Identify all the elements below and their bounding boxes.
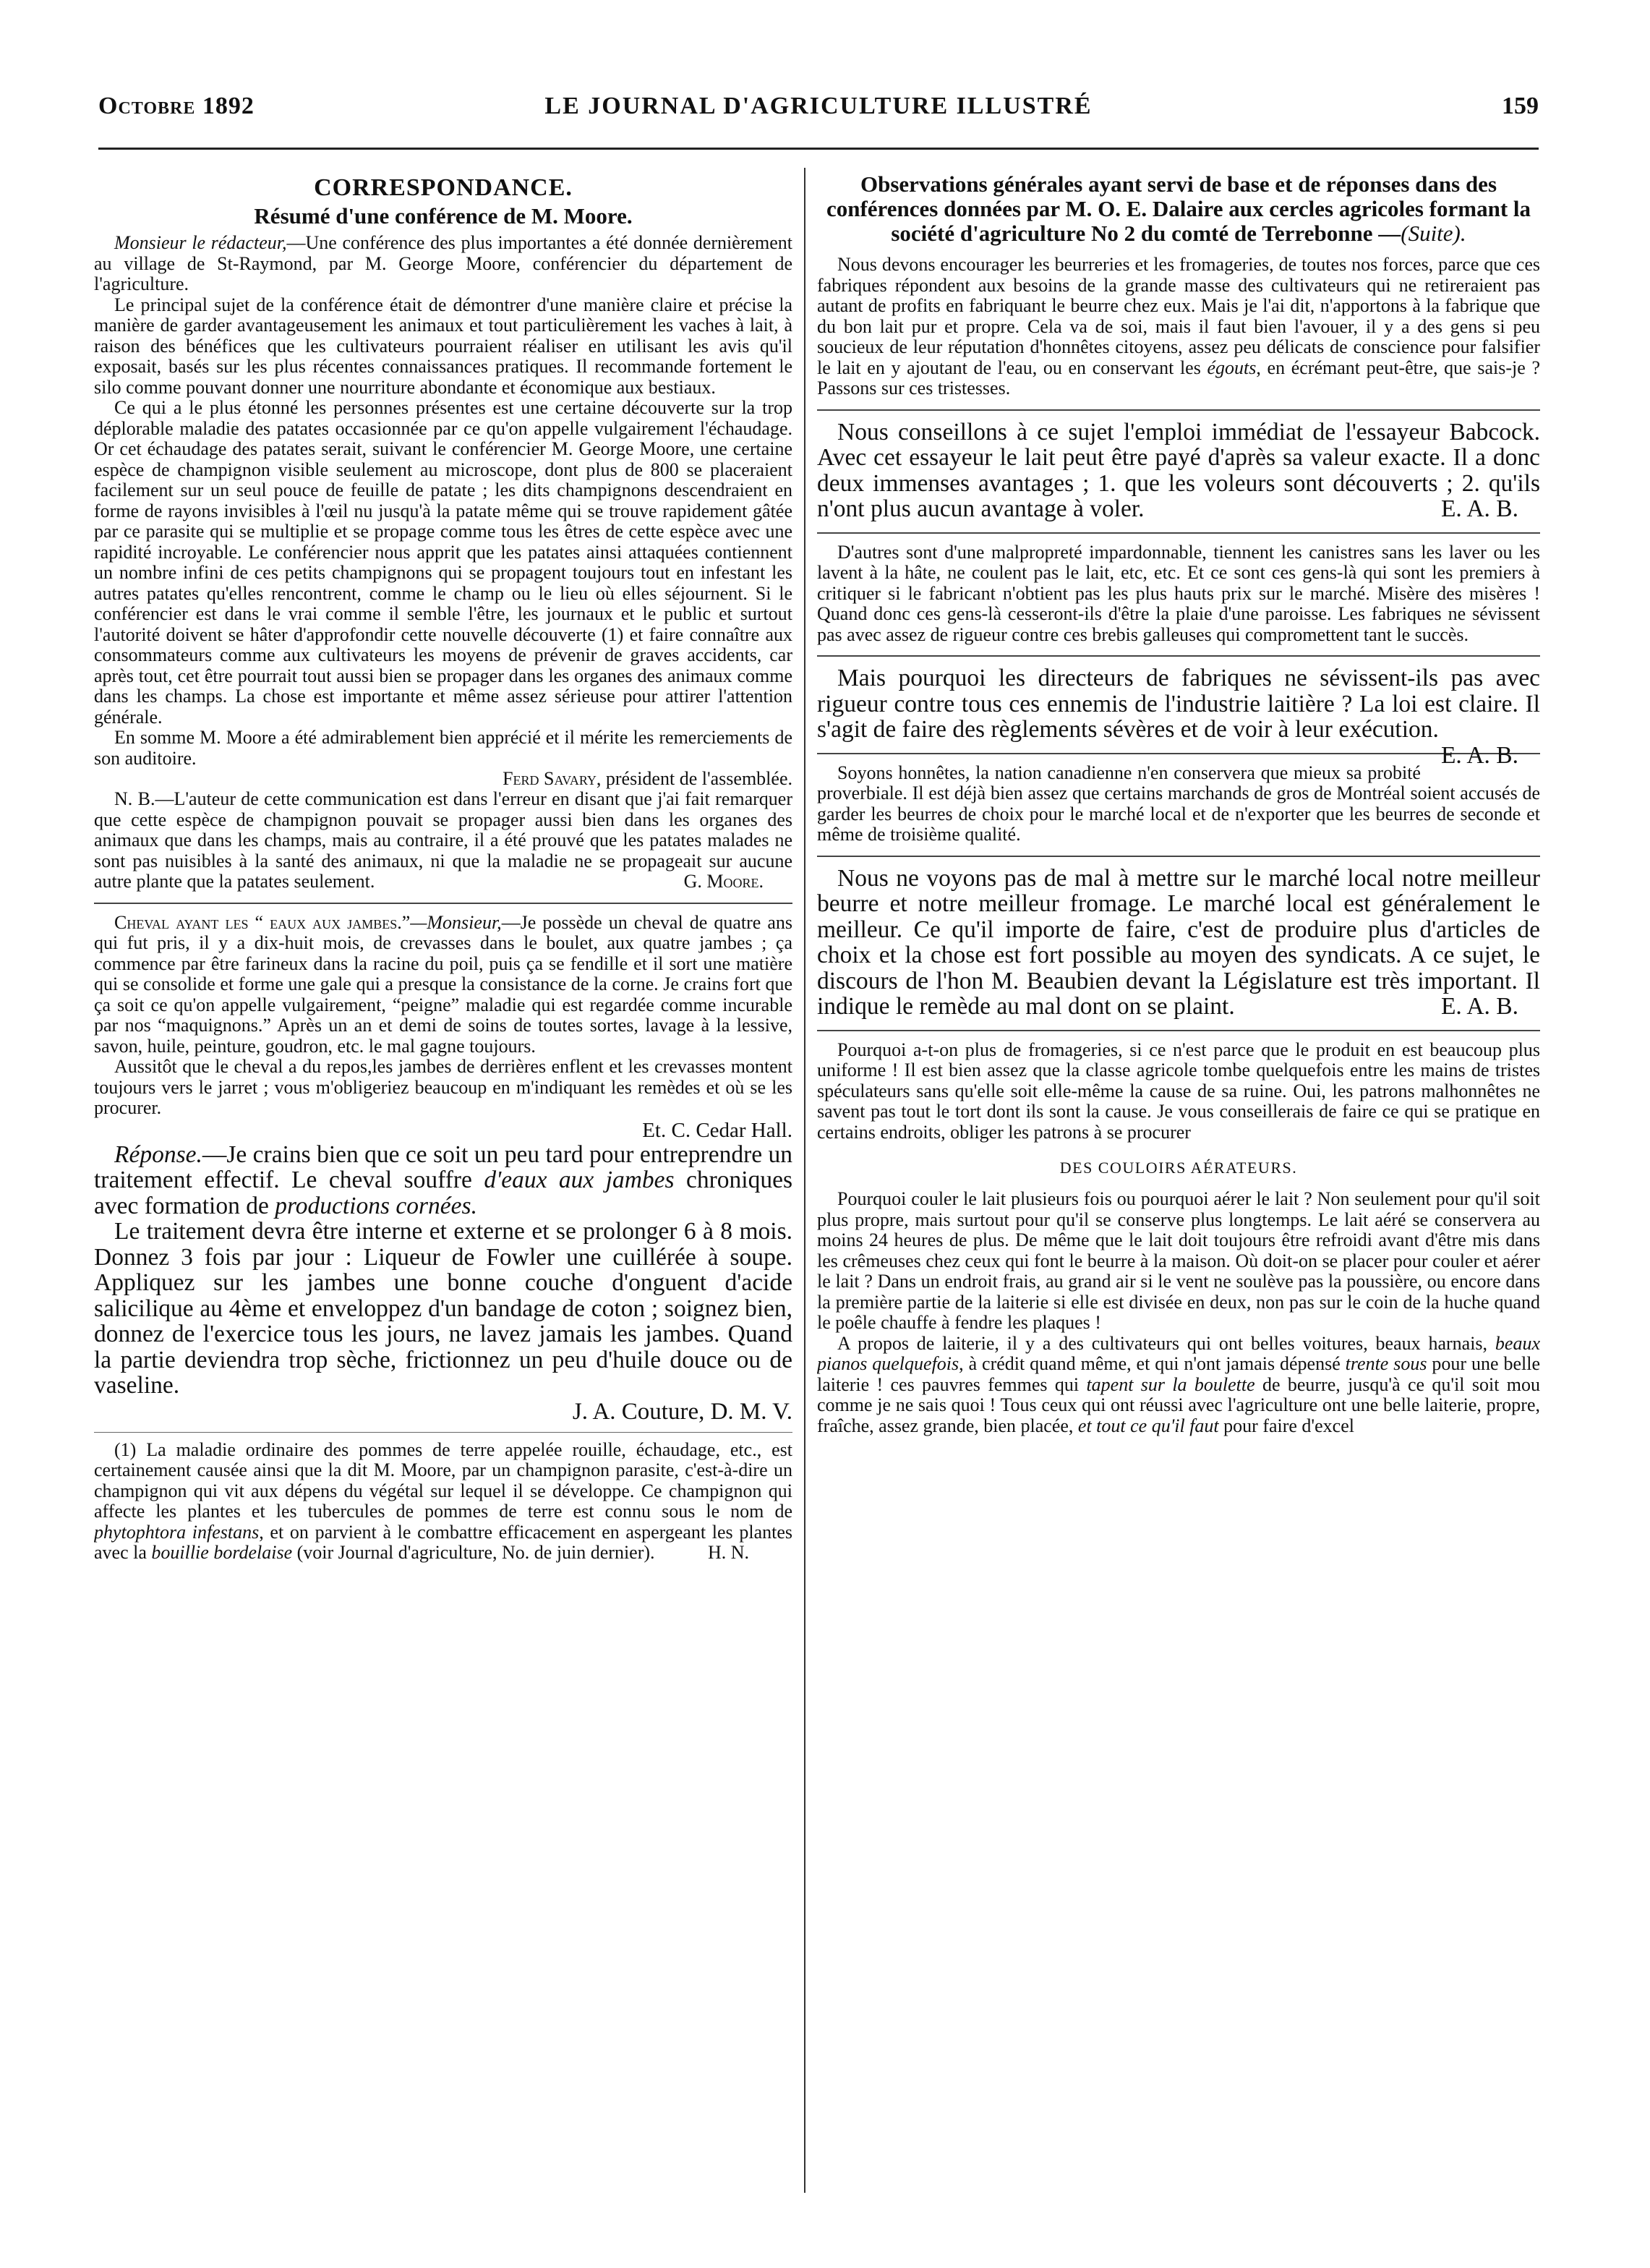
dalaire-paragraph-1 [817,255,1540,399]
r9-italic-1: beaux pianos quelquefois [817,1332,1540,1374]
moore-conference-subheading: Résumé d'une conférence de M. Moore. [254,203,633,229]
r9-italic-4: et tout ce qu'il faut [1077,1415,1219,1436]
section-separator [94,903,792,904]
savary-signature [94,769,792,789]
footnote-signature: H. N. [707,1542,749,1563]
observations-title-text: Observations générales ayant servi de base et de réponses dans des conférences données par M. O. E. Dalaire aux cercles agricoles formant la société d'agriculture No 2 du comté de Terrebonne — [826,172,1531,246]
right-column [817,172,1540,2212]
reponse-paragraph [94,1142,792,1219]
couture-signature: J. A. Couture, D. M. V. [572,1398,792,1425]
signature-role: président de l'assemblée. [601,768,792,789]
r1-italic: égouts [1207,357,1257,378]
cheval-text: —Je possède un cheval de quatre ans qui fut pris, il y a dix-huit mois, de crevasses dans le boulet, aux quatre jambes ; ça commence par être farineux dans la racine du poil, puis ça se fendille et il sort une matière qui se consolide et forme une gale qui a presque la consistance de la corne. Je crains fort que ça soit ce qu'on appelle vulgairement, “peigne” maladie qui est regardée comme incurable par nos “maquignons.” Après un an et demi de soins de toutes sortes, lavage à la lessive, savon, huile, peinture, goudron, etc. le mal gagne toujours. [94,911,792,1057]
babcock-paragraph [817,419,1540,522]
nb-label: N. B. [114,788,155,809]
separator-3 [817,655,1540,657]
r9-text-e: pour faire d'excel [1218,1415,1354,1436]
directeurs-text: Mais pourquoi les directeurs de fabriques ne sévissent-ils pas avec rigueur contre tous ces ennemis de l'industrie laitière ? La loi est claire. Il s'agit de faire des règlements sévères et de voir à leur exécution. [817,665,1540,743]
footnote-separator [94,1432,792,1433]
moore-letter-paragraph-4: En somme M. Moore a été admirablement bien apprécié et il mérite les remerciements de son auditoire. [94,727,792,769]
footnote-italic-2: bouillie bordelaise [151,1542,293,1563]
reponse-text-a: —Je crains bien que ce soit un peu tard pour entreprendre un traitement effectif. Le cheval souffre [94,1141,792,1193]
suite-label: (Suite). [1401,221,1466,246]
left-column [94,172,792,2212]
r9-text-d: de beurre, jusqu'à ce qu'il soit mou comme je ne sais quoi ! Tous ceux qui ont réussi avec l'agriculture ont une belle laiterie, propre, fraîche, assez grande, bien placée, [817,1373,1540,1436]
r9-italic-3: tapent sur la boulette [1086,1373,1255,1395]
journal-title: LE JOURNAL D'AGRICULTURE ILLUSTRÉ [544,93,1093,119]
cheval-title: Cheval ayant les “ eaux aux jambes.” [114,911,411,933]
reponse-italic-2: productions cornées. [275,1192,477,1219]
reponse-text-b: chroniques avec formation de [94,1167,792,1219]
separator-6 [817,1030,1540,1031]
correspondance-heading: CORRESPONDANCE. [314,174,573,201]
laiterie-paragraph [817,1334,1540,1437]
r9-text-c: pour une belle laiterie ! ces pauvres femmes qui [817,1353,1540,1395]
nb-text: —L'auteur de cette communication est dans l'erreur en disant que j'ai fait remarquer que cette espèce de champignon pouvait se propager aussi bien dans les organes des animaux que dans les champs, mais au contraire, il a été prouvé que les patates malades ne sont pas nuisibles à la santé des animaux, ni que la maladie ne se propageait sur aucune autre plante que la patates seulement. [94,788,792,892]
nota-bene [94,789,792,892]
issue-date: Octobre 1892 [98,93,255,119]
eab-signature-1: E. A. B. [1440,495,1518,522]
moore-letter-paragraph-2: Le principal sujet de la conférence était de démontrer d'une manière claire et précise la manière de garder avantageusement les animaux et tout particulièrement les vaches à lait, à raison des bénéfices que les cultivateurs pourraient réaliser en utilisant les avis qu'il exposait, basés sur les plus récentes connaissances pratiques. Il recommande fortement le silo comme pouvant donner une nourriture abondante et économique aux bestiaux. [94,294,792,398]
footnote-italic: phytophtora infestans [94,1521,260,1543]
footnote [94,1440,792,1564]
reponse-label: Réponse. [114,1141,202,1168]
cheval-letter-paragraph-2: Aussitôt que le cheval a du repos,les jambes de derrières enflent et les crevasses montent toujours vers le jarret ; vous m'obligeriez beaucoup en m'indiquant les remèdes et où se les procurer. [94,1056,792,1118]
reponse-italic: d'eaux aux jambes [484,1167,675,1193]
separator-1 [817,409,1540,411]
cheval-salutation: —Monsieur, [410,911,502,933]
couloirs-paragraph: Pourquoi couler le lait plusieurs fois ou pourquoi aérer le lait ? Non seulement pour qu'il soit plus propre, mais surtout pour qu'il se conserve plus longtemps. Le lait aéré se conservera au moins 24 heures de plus. De même que le lait doit toujours être refroidi avant d'être mis dans les crêmeuses chez ceux qui font le beurre à la maison. Où doit-on se placer pour couler et aérer le lait ? Dans un endroit frais, au grand air si le vent ne soulève pas la poussière, ou encore dans la première partie de la laiterie si elle est divisée en deux, non pas sur le coin de la huche quand le poêle chauffe à fendre les plaques ! [817,1188,1540,1333]
r9-italic-2: trente sous [1345,1353,1427,1374]
directeurs-paragraph [817,665,1540,769]
babcock-text: Nous conseillons à ce sujet l'emploi immédiat de l'essayeur Babcock. Avec cet essayeur le lait peut être payé d'après sa valeur exacte. Il a donc deux immenses avantages ; 1. que les voleurs sont découverts ; 2. qu'ils n'ont plus aucun avantage à voler. [817,418,1540,522]
marche-local-paragraph [817,866,1540,1020]
r1-text-b: , en écrémant peut-être, que sais-je ? Passons sur ces tristesses. [817,357,1540,398]
marche-local-text: Nous ne voyons pas de mal à mettre sur le marché local notre meilleur beurre et notre meilleur fromage. Le marché local est généralement le meilleur. Ce qu'il importe de faire, c'est de produire plus d'articles de choix et la chose est fort possible au moyen des syndicats. A ce sujet, le discours de l'hon M. Beaubien devant la Législature est très important. Il indique le remède au mal dont on se plaint. [817,864,1540,1020]
honnetes-paragraph: Soyons honnêtes, la nation canadienne n'en conservera que mieux sa probité proverbiale. Il est déjà bien assez que certains marchands de gros de Montréal soient accusés de garder les beurres de choix pour le marché local et de n'exporter que les beurres de seconde et même de troisième qualité. [817,762,1540,845]
footnote-text-c: (voir Journal d'agriculture, No. de juin dernier). [292,1542,655,1563]
r9-text-b: , à crédit quand même, et qui n'ont jamais dépensé [959,1353,1346,1374]
signature-name: Ferd Savary, [503,768,602,789]
header-rule [98,148,1539,150]
r9-text-a: A propos de laiterie, il y a des cultivateurs qui ont belles voitures, beaux harnais, [837,1332,1495,1354]
separator-5 [817,856,1540,857]
page-header [98,90,1539,133]
page-number: 159 [1502,93,1539,119]
cedar-hall-signature: Et. C. Cedar Hall. [642,1118,792,1142]
eab-signature-2: E. A. B. [1440,741,1518,769]
observations-heading [817,172,1540,246]
fromageries-paragraph: Pourquoi a-t-on plus de fromageries, si ce n'est parce que le produit en est beaucoup plus uniforme ! Il est bien assez que la classe agricole tombe quelquefois entre les mains de tristes spéculateurs sans qu'elle soit elle-même la cause de sa ruine. Oui, les patrons malhonnêtes ne savent pas tout le tort dont ils sont la cause. Je vous conseillerais de faire ce qui se pratique en certains endroits, obliger les patrons à se procurer [817,1039,1540,1143]
salutation: Monsieur le rédacteur, [114,232,287,253]
cheval-letter [94,913,792,1057]
intro-text: —Une conférence des plus importantes a été donnée dernièrement au village de St-Raymond, par M. George Moore, conférencier du département de l'agriculture. [94,232,792,294]
footnote-text-a: (1) La maladie ordinaire des pommes de terre appelée rouille, échaudage, etc., est certainement causée ainsi que la dit M. Moore, par un champignon parasite, c'est-à-dire un champignon qui vit aux dépens du végétal sur lequel il se développe. Ce champignon qui affecte les plantes et les tubercules de pommes de terre est connu sous le nom de [94,1438,792,1522]
reponse-paragraph-2: Le traitement devra être interne et externe et se prolonger 6 à 8 mois. Donnez 3 fois par jour : Liqueur de Fowler une cuillérée à soupe. Appliquez sur les jambes une bonne couche d'onguent d'acide salicilique au 4ème et enveloppez d'un bandage de coton ; soignez bien, donnez de l'exercice tous les jours, ne lavez jamais les jambes. Quand la partie deviendra trop sèche, frictionnez un peu d'huile douce ou de vaseline. [94,1218,792,1399]
eab-signature-3: E. A. B. [1440,993,1518,1020]
r1-text-a: Nous devons encourager les beurreries et les fromageries, de toutes nos forces, parce que ces fabriques répondent aux besoins de la grande masse des cultivateurs qui ne retireraient pas autant de profits en fabriquant le beurre chez eux. Mais je l'ai dit, n'apportons à la fabrique que du bon lait pur et propre. Cela va de soi, mais il faut bien l'avouer, il y a des gens si peu soucieux de leur réputation d'honnêtes citoyens, assez peu délicats de conscience pour falsifier le lait en y ajoutant de l'eau, ou en conservant les [817,254,1540,378]
separator-2 [817,532,1540,534]
moore-letter-paragraph-3: Ce qui a le plus étonné les personnes présentes est une certaine découverte sur la trop déplorable maladie des patates occasionnée par ce qu'on appelle vulgairement l'échaudage. Or cet échaudage des patates serait, suivant le conférencier M. George Moore, une certaine espèce de champignon visible seulement au microscope, dont plus de 800 se placeraient facilement sur un seul pouce de feuille de patate ; les dits champignons descendraient en forme de rayons invisibles à l'œil nu jusqu'à la patate même qui se trouve rapidement gâtée par ce parasite qui se multiplie et se propage comme tous les êtres de cette espèce avec une rapidité incroyable. Le conférencier nous apprit que les patates ainsi attaquées contiennent un nombre infini de ces petits champignons qui se propagent toujours tout en infestant les autres patates qu'elles rencontrent, comme le champ ou le lieu où elles séjournent. Si le conférencier est dans le vrai comme il semble l'être, les journaux et le public et surtout l'autorité doivent se hâter d'approfondir cette nouvelle découverte (1) et faire connaître aux consommateurs comme aux cultivateurs les moyens de prévenir de graves accidents, car après tout, cet être pourrait tout aussi bien se propager dans les organes des animaux comme dans les champs. La chose est importante et même assez sérieuse pour attirer l'attention générale. [94,397,792,728]
moore-letter-intro [94,233,792,295]
footnote-text-b: , et on parvient à le combattre efficacement en aspergeant les plantes avec la [94,1521,792,1563]
malproprete-paragraph: D'autres sont d'une malpropreté impardonnable, tiennent les canistres sans les laver ou les lavent à la hâte, ne coulent pas le lait, etc, etc. Et ce sont ces gens-là qui sont les premiers à critiquer si le fabricant n'obtient pas les plus hauts prix sur le marché. Misère des misères ! Quand donc ces gens-là cesseront-ils d'être la plaie d'une paroisse. Les fabriques ne sévissent pas avec assez de rigueur contre ces brebis galleuses qui compromettent tant le succès. [817,541,1540,645]
column-divider [804,168,805,2193]
couloirs-heading: DES COULOIRS AÉRATEURS. [1059,1159,1298,1177]
moore-signature: G. Moore. [683,871,764,892]
